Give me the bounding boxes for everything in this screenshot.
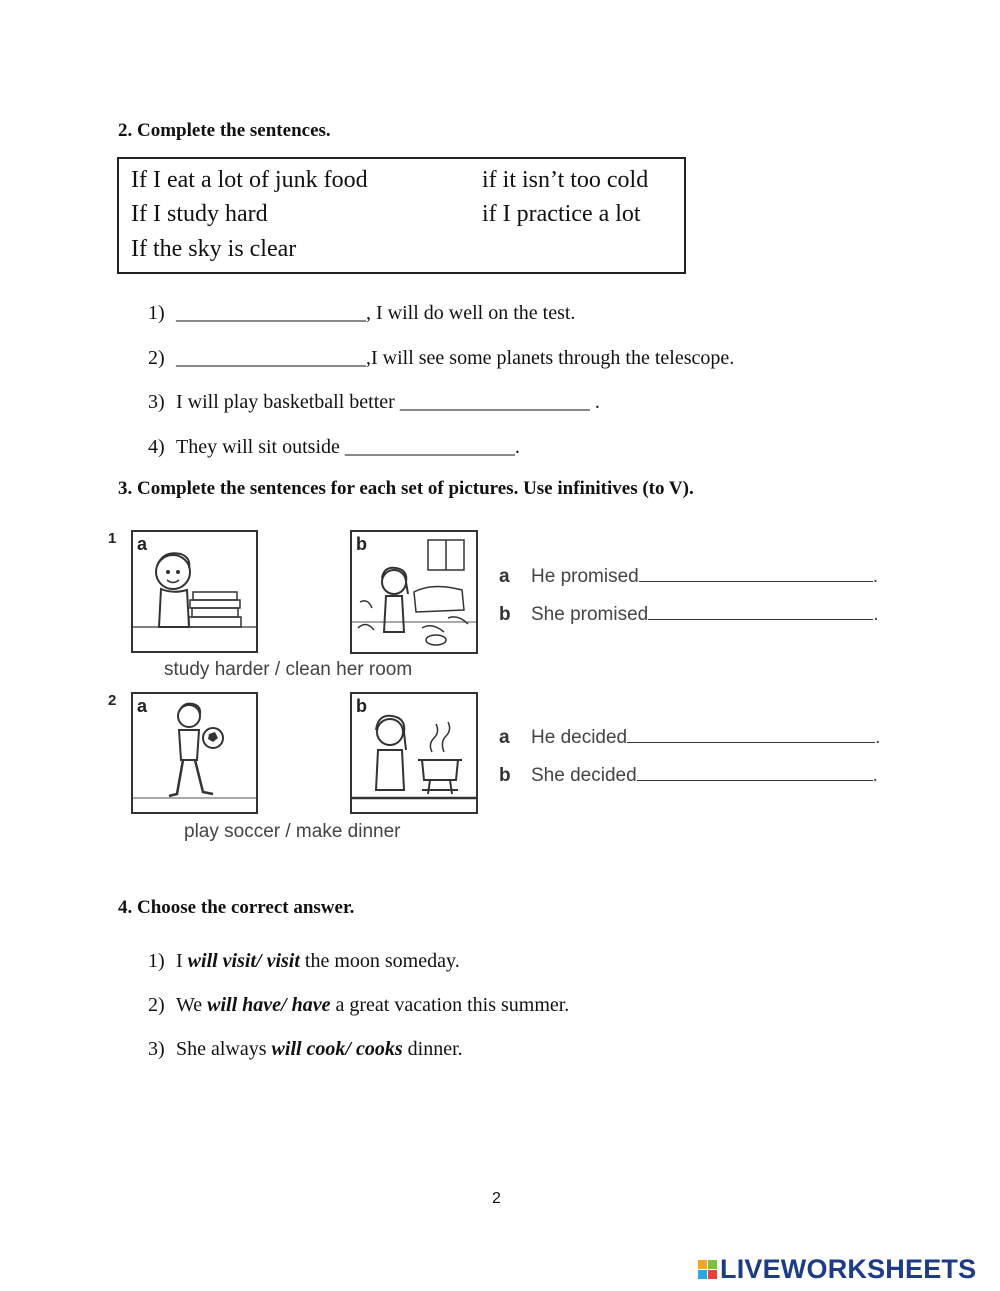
logo-square [708,1260,717,1269]
logo-square [708,1270,717,1279]
s2-item-3: 3) I will play basketball better ___________________ . [148,391,600,413]
set-1-prompt-b: b She promised . [499,601,879,626]
phrase-box [117,157,686,274]
phrase-left-1: If I eat a lot of junk food [131,167,368,193]
s2-item-4: 4) They will sit outside _________________. [148,436,520,458]
page-number: 2 [492,1190,501,1207]
logo-square [698,1260,707,1269]
answer-line[interactable] [627,724,875,743]
logo-mark-icon [698,1260,717,1279]
s2-item-1-blank[interactable]: ___________________ [176,302,366,324]
s2-item-1: 1) ___________________, I will do well on the test. [148,302,576,324]
set-1-caption: study harder / clean her room [164,659,413,680]
picture-letter: a [137,534,148,554]
picture-letter: a [137,696,148,716]
s4-item-2: 2) We will have/ have a great vacation this summer. [148,994,570,1016]
s4-item-2-options[interactable]: will have/ have [207,994,331,1016]
phrase-left-3: If the sky is clear [131,236,297,262]
picture-letter: b [356,696,367,716]
s2-item-3-blank[interactable]: ___________________ [399,391,590,413]
set-2-prompt-a: a He decided . [499,724,880,749]
s4-item-1-options[interactable]: will visit/ visit [187,950,300,972]
phrase-right-1: if it isn’t too cold [482,167,649,193]
section-3-heading: 3. Complete the sentences for each set of pictures. Use infinitives (to V). [118,478,694,499]
answer-line[interactable] [648,601,873,620]
set-2-prompt-b: b She decided . [499,762,878,787]
section-4-heading: 4. Choose the correct answer. [118,897,355,918]
picture-girl-cooking [350,692,478,814]
liveworksheets-logo[interactable] [698,1253,976,1285]
section-2-heading: 2. Complete the sentences. [118,120,331,141]
set-1-number: 1 [108,530,117,547]
set-2-caption: play soccer / make dinner [184,821,401,842]
s4-item-1: 1) I will visit/ visit the moon someday. [148,950,460,972]
picture-girl-messy-room [350,530,478,654]
s4-item-3: 3) She always will cook/ cooks dinner. [148,1038,463,1060]
s2-item-4-blank[interactable]: _________________ [344,436,515,458]
phrase-left-2: If I study hard [131,201,268,227]
s4-item-3-options[interactable]: will cook/ cooks [271,1038,403,1060]
s2-item-2: 2) ___________________,I will see some planets through the telescope. [148,347,735,369]
phrase-right-2: if I practice a lot [482,201,641,227]
picture-boy-soccer [131,692,258,814]
set-1-prompt-a: a He promised . [499,563,878,588]
answer-line[interactable] [639,563,873,582]
answer-line[interactable] [637,762,873,781]
set-2-number: 2 [108,692,117,709]
picture-letter: b [356,534,367,554]
picture-boy-books [131,530,258,653]
s2-item-2-blank[interactable]: ___________________ [176,347,366,369]
logo-square [698,1270,707,1279]
logo-text: LIVEWORKSHEETS [720,1253,977,1284]
